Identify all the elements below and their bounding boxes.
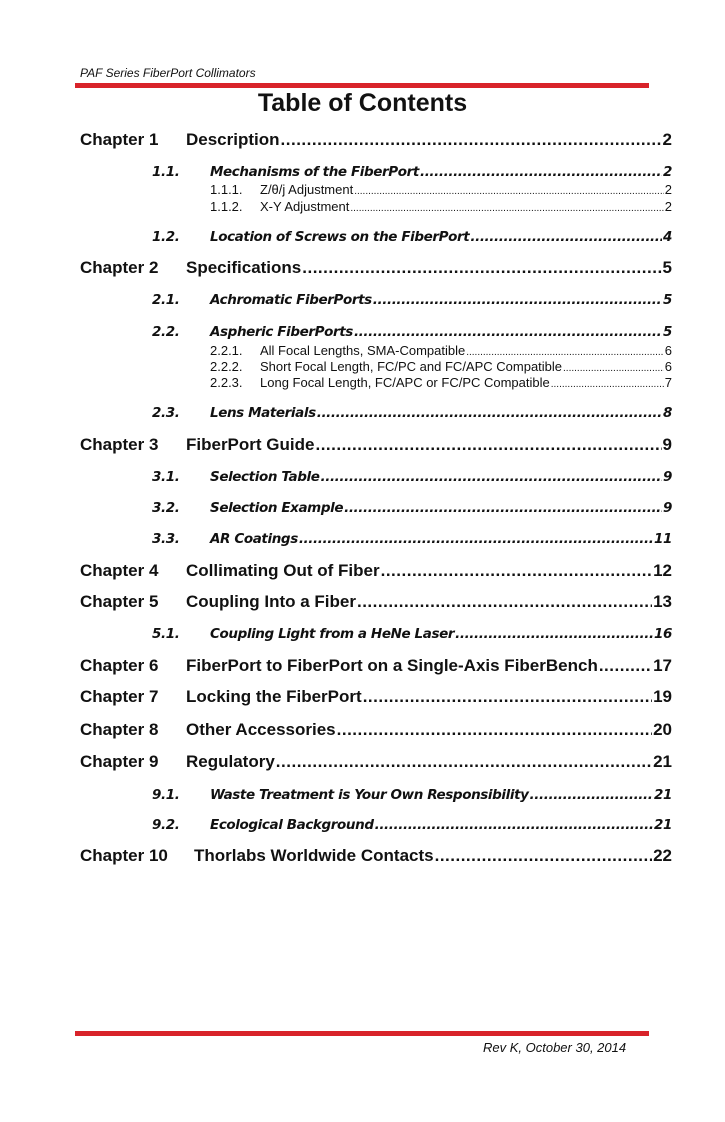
section-title: Coupling Light from a HeNe Laser — [210, 626, 455, 642]
leader-dots — [466, 347, 664, 358]
chapter-title: Collimating Out of Fiber — [186, 561, 380, 580]
toc-entry-section-3-3[interactable] — [152, 531, 672, 547]
page-number: 22 — [653, 846, 672, 865]
page-number: 12 — [653, 561, 672, 580]
leader-dots — [551, 379, 664, 390]
leader-dots — [350, 203, 663, 214]
section-number: 9.2. — [152, 817, 180, 833]
page-number: 4 — [663, 229, 672, 245]
page-number: 7 — [664, 375, 672, 390]
leader-dots — [276, 752, 652, 772]
chapter-title: FiberPort to FiberPort on a Single-Axis FiberBench — [186, 656, 598, 675]
toc-entry-subsection-2-2-1[interactable] — [210, 343, 672, 358]
section-title: Selection Example — [210, 500, 344, 516]
chapter-number: Chapter 2 — [80, 258, 159, 277]
leader-dots — [455, 626, 653, 642]
page-number: 5 — [663, 324, 672, 340]
section-title: Ecological Background — [210, 817, 374, 833]
page-number: 17 — [653, 656, 672, 675]
toc-entry-chapter-10[interactable] — [80, 846, 672, 866]
section-number: 3.2. — [152, 500, 180, 516]
leader-dots — [302, 258, 661, 278]
toc-entry-chapter-6[interactable] — [80, 656, 672, 676]
chapter-number: Chapter 7 — [80, 687, 159, 706]
leader-dots — [420, 164, 662, 180]
page-number: 20 — [653, 720, 672, 739]
section-title: AR Coatings — [210, 531, 298, 547]
subsection-number: 2.2.1. — [210, 343, 243, 358]
page-number: 16 — [654, 626, 672, 642]
chapter-title: Coupling Into a Fiber — [186, 592, 356, 611]
leader-dots — [344, 500, 662, 516]
chapter-title: FiberPort Guide — [186, 435, 315, 454]
leader-dots — [321, 469, 663, 485]
page-number: 5 — [662, 258, 672, 277]
chapter-number: Chapter 9 — [80, 752, 159, 771]
section-title: Lens Materials — [210, 405, 316, 421]
toc-entry-chapter-5[interactable] — [80, 592, 672, 612]
toc-entry-chapter-1[interactable] — [80, 130, 672, 150]
subsection-title: All Focal Lengths, SMA-Compatible — [260, 343, 466, 358]
page-number: 11 — [654, 531, 672, 547]
chapter-number: Chapter 3 — [80, 435, 159, 454]
toc-entry-subsection-1-1-2[interactable] — [210, 199, 672, 214]
subsection-number: 2.2.3. — [210, 375, 243, 390]
toc-entry-chapter-4[interactable] — [80, 561, 672, 581]
page-number: 5 — [663, 292, 672, 308]
page-number: 2 — [663, 164, 672, 180]
subsection-number: 1.1.2. — [210, 199, 243, 214]
chapter-number: Chapter 5 — [80, 592, 159, 611]
chapter-number: Chapter 6 — [80, 656, 159, 675]
section-number: 5.1. — [152, 626, 180, 642]
page-number: 21 — [654, 787, 672, 803]
page-number: 13 — [653, 592, 672, 611]
chapter-number: Chapter 4 — [80, 561, 159, 580]
footer-revision: Rev K, October 30, 2014 — [483, 1040, 627, 1055]
section-number: 9.1. — [152, 787, 180, 803]
section-title: Achromatic FiberPorts — [210, 292, 372, 308]
page-number: 21 — [653, 752, 672, 771]
chapter-title: Locking the FiberPort — [186, 687, 362, 706]
section-title: Aspheric FiberPorts — [210, 324, 353, 340]
section-number: 1.2. — [152, 229, 180, 245]
leader-dots — [354, 186, 664, 197]
toc-entry-subsection-1-1-1[interactable] — [210, 182, 672, 197]
chapter-title: Other Accessories — [186, 720, 336, 739]
leader-dots — [315, 435, 661, 455]
toc-entry-subsection-2-2-3[interactable] — [210, 375, 672, 390]
page-header-title: PAF Series FiberPort Collimators — [80, 66, 256, 80]
leader-dots — [299, 531, 653, 547]
page-number: 8 — [663, 405, 672, 421]
leader-dots — [281, 130, 662, 150]
page-number: 2 — [662, 130, 672, 149]
section-number: 2.1. — [152, 292, 180, 308]
chapter-title: Specifications — [186, 258, 302, 277]
subsection-title: Z/θ/j Adjustment — [260, 182, 354, 197]
section-title: Waste Treatment is Your Own Responsibility — [210, 787, 529, 803]
subsection-title: Long Focal Length, FC/APC or FC/PC Compatible — [260, 375, 550, 390]
footer-rule — [75, 1031, 649, 1036]
chapter-number: Chapter 8 — [80, 720, 159, 739]
section-title: Mechanisms of the FiberPort — [210, 164, 419, 180]
section-title: Selection Table — [210, 469, 320, 485]
toc-entry-section-2-2[interactable] — [152, 324, 672, 340]
toc-entry-chapter-2[interactable] — [80, 258, 672, 278]
leader-dots — [354, 324, 662, 340]
leader-dots — [337, 720, 652, 740]
toc-entry-chapter-7[interactable] — [80, 687, 672, 707]
chapter-number: Chapter 1 — [80, 130, 159, 149]
toc-entry-section-3-2[interactable] — [152, 500, 672, 516]
page-number: 9 — [663, 500, 672, 516]
subsection-title: X-Y Adjustment — [260, 199, 350, 214]
subsection-number: 2.2.2. — [210, 359, 243, 374]
toc-entry-section-1-1[interactable] — [152, 164, 672, 180]
leader-dots — [373, 292, 662, 308]
section-title: Location of Screws on the FiberPort — [210, 229, 470, 245]
page-number: 9 — [662, 435, 672, 454]
section-number: 1.1. — [152, 164, 180, 180]
toc-entry-section-9-2[interactable] — [152, 817, 672, 833]
toc-entry-chapter-8[interactable] — [80, 720, 672, 740]
leader-dots — [563, 363, 664, 374]
leader-dots — [375, 817, 653, 833]
toc-entry-section-1-2[interactable] — [152, 229, 672, 245]
section-number: 3.3. — [152, 531, 180, 547]
page-number: 6 — [664, 343, 672, 358]
section-number: 3.1. — [152, 469, 180, 485]
section-number: 2.2. — [152, 324, 180, 340]
toc-entry-section-2-1[interactable] — [152, 292, 672, 308]
chapter-number: Chapter 10 — [80, 846, 168, 865]
toc-entry-chapter-3[interactable] — [80, 435, 672, 455]
page-number: 21 — [654, 817, 672, 833]
chapter-title: Description — [186, 130, 280, 149]
toc-entry-section-3-1[interactable] — [152, 469, 672, 485]
leader-dots — [435, 846, 652, 866]
leader-dots — [317, 405, 662, 421]
leader-dots — [381, 561, 652, 581]
page-number: 2 — [664, 199, 672, 214]
toc-entry-section-9-1[interactable] — [152, 787, 672, 803]
chapter-title: Regulatory — [186, 752, 275, 771]
toc-entry-chapter-9[interactable] — [80, 752, 672, 772]
page-number: 9 — [663, 469, 672, 485]
toc-entry-section-2-3[interactable] — [152, 405, 672, 421]
section-number: 2.3. — [152, 405, 180, 421]
subsection-number: 1.1.1. — [210, 182, 243, 197]
leader-dots — [599, 656, 652, 676]
page-number: 19 — [653, 687, 672, 706]
toc-entry-subsection-2-2-2[interactable] — [210, 359, 672, 374]
leader-dots — [357, 592, 652, 612]
leader-dots — [530, 787, 653, 803]
leader-dots — [470, 229, 662, 245]
page-number: 2 — [664, 182, 672, 197]
page-number: 6 — [664, 359, 672, 374]
toc-heading: Table of Contents — [257, 89, 468, 117]
toc-entry-section-5-1[interactable] — [152, 626, 672, 642]
chapter-title: Thorlabs Worldwide Contacts — [194, 846, 434, 865]
subsection-title: Short Focal Length, FC/PC and FC/APC Compatible — [260, 359, 563, 374]
leader-dots — [363, 687, 652, 707]
